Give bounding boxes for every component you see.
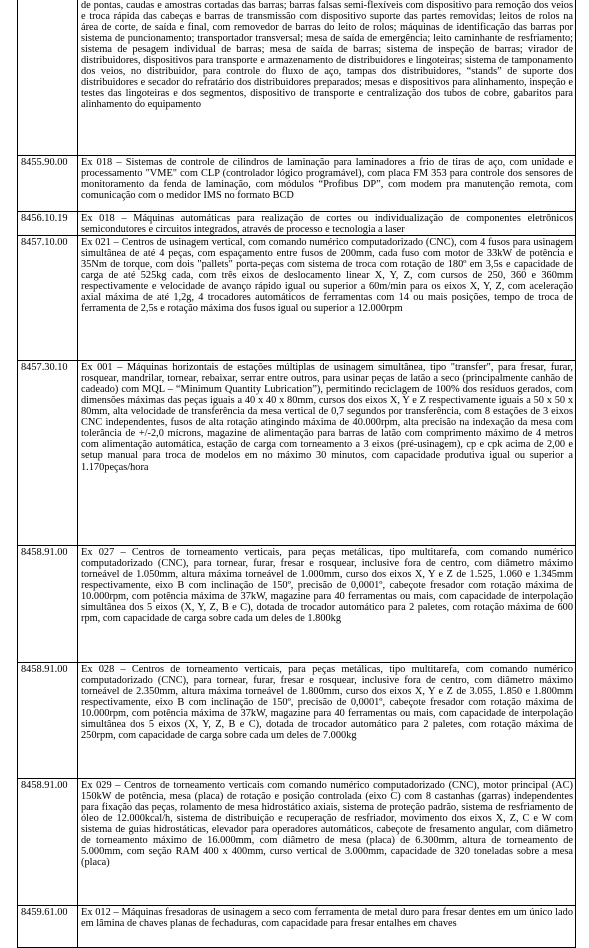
table-row bbox=[18, 779, 576, 906]
table-row bbox=[18, 906, 576, 948]
ncm-description: de pontas, caudas e amostras cortadas das barras; barras falsas semi-flexíveis com dispositivo para remoção dos veios e troca rápida das cabeças e barras de transmissão com dispositivo suporte das partes removidas; leitos de rolos na área de corte, de saída e final, com removedor de barras do leito de rolos; máquinas de identificação das barras por sistema de puncionamento; transportador transversal; mesa de saída de emergência; leito caminhante de resfriamento; sistema de pesagem individual de barras; mesa de saída de barras; sistema de inspeção de barras; virador de distribuidores, dispositivos para transporte e armazenamento de distribuidores e lingoteiras; sistema de tamponamento dos veios, no distribuidor, para controle do fluxo de aço, tampas dos distribuidores, “stands” de suporte dos distribuidores e secador do refratário dos distribuidores preparados; mesas e dispositivos para alinhamento, inspeção e testes das lingoteiras e dos segmentos, dispositivo de transporte e centralização dos tubos de cobre, gabaritos para alinhamento do equipamento bbox=[78, 0, 576, 156]
ncm-description: Ex 012 – Máquinas fresadoras de usinagem a seco com ferramenta de metal duro para fresar dentes em um único lado em lâmina de chaves planas de fechaduras, com capacidade para fresar entalhes em chaves bbox=[78, 906, 576, 948]
ncm-description: Ex 018 – Sistemas de controle de cilindros de laminação para laminadores a frio de tiras de aço, com unidade e processamento "VME" com CLP (controlador lógico programável), com placa FM 353 para controle dos sensores de monitoramento da fenda de laminação, com módulos “Profibus DP”, com modem pra manutenção remota, com comunicação com o medidor IMS no formato BCD bbox=[78, 156, 576, 212]
table-row bbox=[18, 0, 576, 156]
ncm-description: Ex 028 – Centros de torneamento verticais, para peças metálicas, tipo multitarefa, com comando numérico computadorizado (CNC), para tornear, furar, fresar e rosquear, inclusive fora de centro, com diâmetro máximo torneável de 2.350mm, altura máxima torneável de 1.800mm, curso dos eixos X, Y e Z de 3.055, 1.850 e 1.800mm respectivamente, eixo B com inclinação de 150º, precisão de 0,0001º, cabeçote fresador com rotação máxima de 10.000rpm, com potência máxima de 37kW, magazine para 40 ferramentas ou mais, com capacidade de interpolação simultânea dos 5 eixos (X, Y, Z, B e C), dotada de trocador automático para 2 paletes, com rotação máxima de 250rpm, com capacidade de carga sobre cada um deles de 7.000kg bbox=[78, 663, 576, 779]
table-row bbox=[18, 212, 576, 236]
table-row bbox=[18, 156, 576, 212]
table-row bbox=[18, 236, 576, 361]
table-row bbox=[18, 361, 576, 546]
ncm-code: 8459.61.00 bbox=[18, 906, 78, 948]
ncm-code: 8455.90.00 bbox=[18, 156, 78, 212]
ncm-code: 8458.91.00 bbox=[18, 779, 78, 906]
ncm-code: 8456.10.19 bbox=[18, 212, 78, 236]
ncm-code: 8458.91.00 bbox=[18, 546, 78, 663]
ncm-description: Ex 027 – Centros de torneamento verticais, para peças metálicas, tipo multitarefa, com comando numérico computadorizado (CNC), para tornear, furar, fresar e rosquear, inclusive fora de centro, com diâmetro máximo torneável de 1.050mm, altura máxima torneável de 1.000mm, curso dos eixos X, Y e Z de 1.525, 1.060 e 1.345mm respectivamente, eixo B com inclinação de 150º, precisão de 0,0001º, cabeçote fresador com rotação máxima de 10.000rpm, com potência máxima de 37kW, magazine para 40 ferramentas ou mais, com capacidade de interpolação simultânea dos 5 eixos (X, Y, Z, B e C), dotada de trocador automático para 2 paletes, com rotação máxima de 600 rpm, com capacidade de carga sobre cada um deles de 1.800kg bbox=[78, 546, 576, 663]
ncm-code: 8457.30.10 bbox=[18, 361, 78, 546]
ncm-description: Ex 001 – Máquinas horizontais de estações múltiplas de usinagem simultânea, tipo "transfer", para fresar, furar, rosquear, mandrilar, tornear, rebaixar, serrar entre outros, para usinar peças de latão a seco (principalmente canhão de cadeado) com MQL – “Minimum Quantity Lubrication”), permitindo reciclagem de 100% dos resíduos gerados, com dimensões máximas das peças iguais a 40 x 40 x 80mm, cursos dos eixos X, Y e Z respectivamente iguais a 50 x 50 x 80mm, alta velocidade de transferência da mesa vertical de 0,7 segundos por transferência, com 8 estações de 3 eixos CNC independentes, fusos de alta rotação atingindo máxima de 40.000rpm, alta precisão na indexação da mesa com tolerância de +/-2,0 mícrons, magazine de alimentação para barras de latão com comprimento máximo de 4 metros com alimentação automática, estação de carga com torneamento a 3 eixos (pré-usinagem), cp e cpk acima de 2,00 e setup manual para troca de modelos em no máximo 30 minutos, com capacidade produtiva igual ou superior a 1.170peças/hora bbox=[78, 361, 576, 546]
ncm-description: Ex 018 – Máquinas automáticas para realização de cortes ou individualização de componentes eletrônicos semicondutores e circuitos integrados, através de processo e tecnologia a laser bbox=[78, 212, 576, 236]
ncm-code: 8457.10.00 bbox=[18, 236, 78, 361]
ncm-description: Ex 021 – Centros de usinagem vertical, com comando numérico computadorizado (CNC), com 4 fusos para usinagem simultânea de até 4 peças, com espaçamento entre fusos de 200mm, cada fuso com motor de 33kW de potência e 35Nm de torque, com dois "pallets" porta-peças com sistema de troca com rotação de 180º em 3,5s e capacidade de carga de até 525kg cada, com três eixos de deslocamento linear X, Y, Z, com cursos de 250, 360 e 360mm respectivamente e velocidade de avanço rápido igual ou superior a 60m/min para os eixos X, Y, Z, com aceleração axial máxima de até 1,2g, 4 trocadores automáticos de ferramentas com 14 ou mais posições, tempo de troca de ferramenta de 2,5s e rotação máxima dos fusos igual ou superior a 12.000rpm bbox=[78, 236, 576, 361]
ncm-code bbox=[18, 0, 78, 156]
ncm-description: Ex 029 – Centros de torneamento verticais com comando numérico computadorizado (CNC), motor principal (AC) 150kW de potência, mesa (placa) de rotação e posição controlada (eixo C) com 8 castanhas (garras) independentes para fixação das peças, rolamento de mesa hidrostático axiais, sistema de proteção padrão, sistema de resfriamento de óleo de 12.000kcal/h, sistema de distribuição e recuperação de resfriador, movimento dos eixos X, Z, C e W com sistema de guias hidrostáticas, elevador para operadores automáticos, cabeçote de fresamento angular, com diâmetro de torneamento máximo de 16.000mm, com diâmetro de mesa (placa) de 6.300mm, altura de torneamento de 5.000mm, com seção RAM 400 x 400mm, curso vertical de 3.000mm, capacidade de 320 toneladas sobre a mesa (placa) bbox=[78, 779, 576, 906]
ncm-code: 8458.91.00 bbox=[18, 663, 78, 779]
table-row bbox=[18, 546, 576, 663]
ncm-table bbox=[17, 0, 576, 948]
table-row bbox=[18, 663, 576, 779]
